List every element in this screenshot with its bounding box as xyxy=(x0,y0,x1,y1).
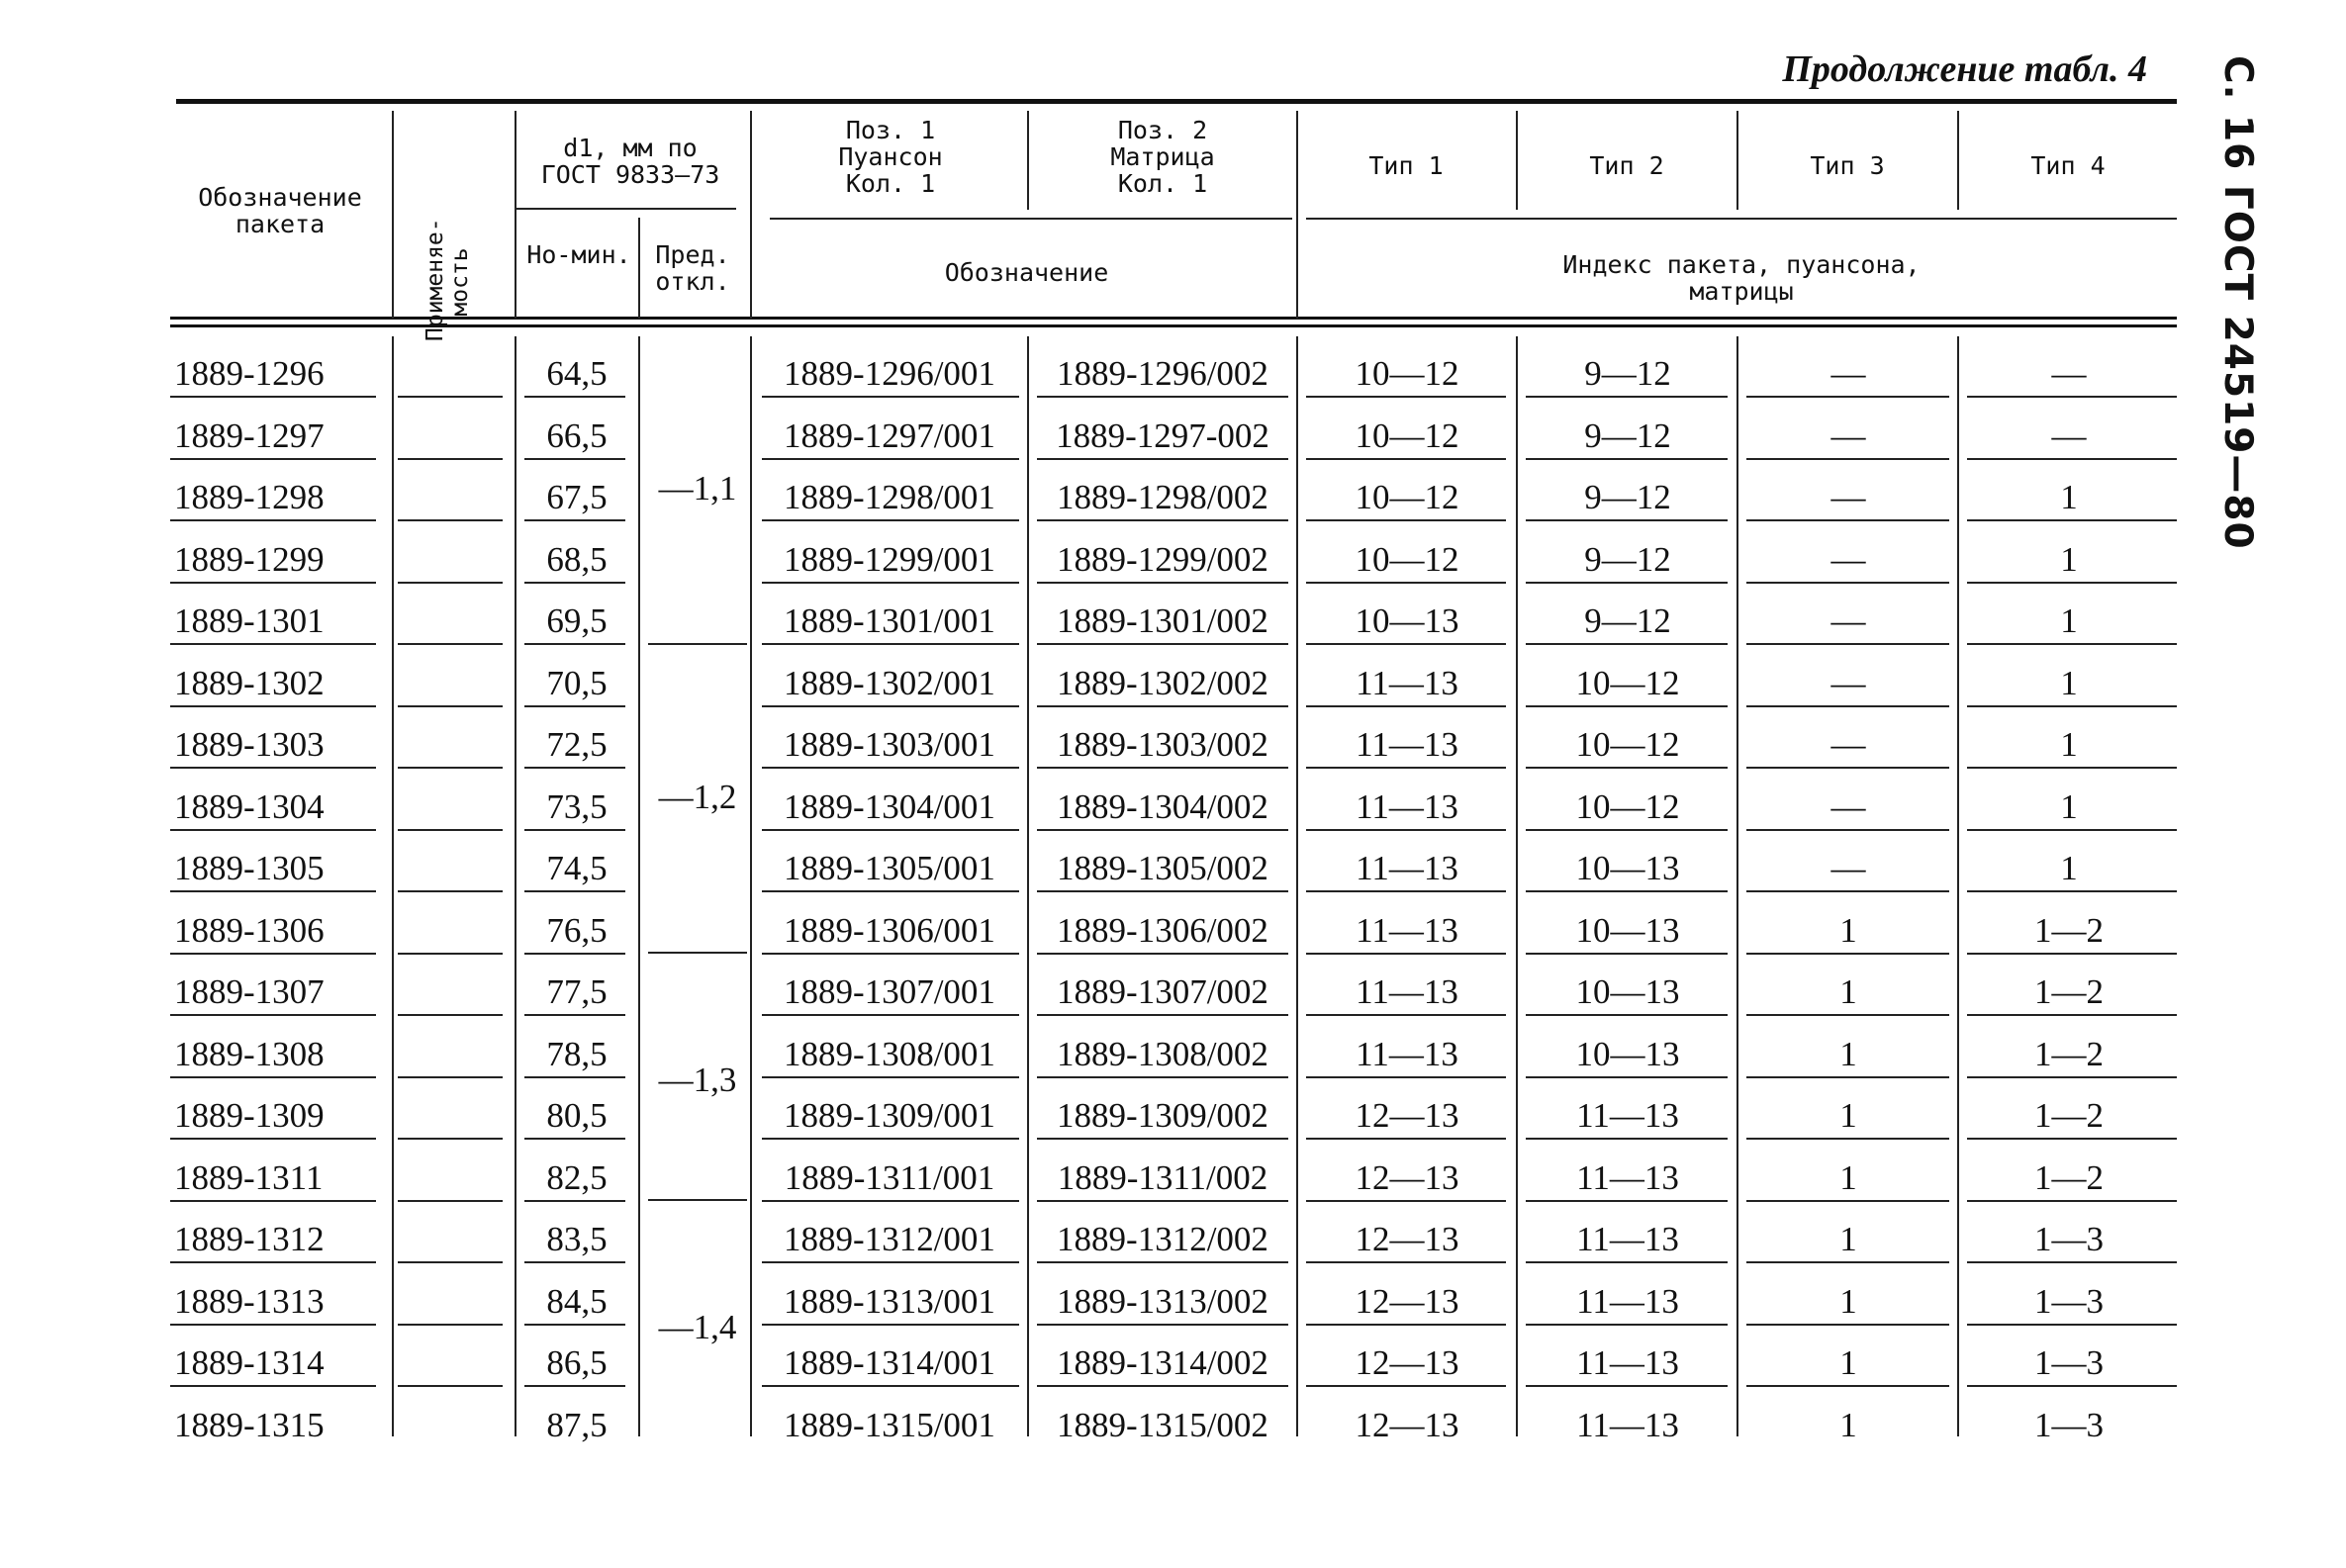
package-designation: 1889-1303 xyxy=(174,725,325,764)
header-d1-title-2: ГОСТ 9833—73 xyxy=(540,160,720,189)
die-designation: 1889-1301/002 xyxy=(1057,601,1268,640)
package-designation: 1889-1296 xyxy=(174,354,325,393)
type4-index: — xyxy=(2051,415,2087,455)
type1-index: 11—13 xyxy=(1356,910,1458,950)
nominal-diameter: 77,5 xyxy=(546,972,608,1011)
header-pos1-line3: Кол. 1 xyxy=(845,169,936,198)
nominal-diameter: 69,5 xyxy=(546,601,608,640)
nominal-diameter: 67,5 xyxy=(546,478,608,516)
type3-index: 1 xyxy=(1839,1220,1857,1258)
applicability-cell xyxy=(396,646,513,707)
type2-index: 10—13 xyxy=(1575,910,1680,950)
type4-index: 1—2 xyxy=(2034,1034,2104,1073)
die-designation: 1889-1296/002 xyxy=(1057,354,1268,393)
type3-index: — xyxy=(1830,725,1866,764)
type1-index: 11—13 xyxy=(1356,663,1458,702)
type2-index: 11—13 xyxy=(1576,1096,1679,1135)
header-divider xyxy=(392,111,394,319)
header-designation: Обозначение пакета xyxy=(198,183,362,238)
nominal-diameter: 83,5 xyxy=(546,1220,608,1258)
type3-index: — xyxy=(1830,663,1866,702)
header-divider xyxy=(638,218,640,319)
deviation-group-value: —1,4 xyxy=(658,1308,737,1346)
nominal-diameter: 80,5 xyxy=(546,1096,608,1135)
punch-designation: 1889-1311/001 xyxy=(784,1157,995,1197)
die-designation: 1889-1312/002 xyxy=(1057,1220,1268,1258)
table-row xyxy=(0,646,2346,707)
die-designation: 1889-1307/002 xyxy=(1057,972,1268,1011)
table-row xyxy=(0,1202,2346,1263)
punch-designation: 1889-1304/001 xyxy=(784,786,995,826)
table-row xyxy=(0,831,2346,892)
side-page-label: С. 16 ГОСТ 24519—80 xyxy=(2215,55,2260,550)
applicability-cell xyxy=(396,1078,513,1140)
type4-index: 1 xyxy=(2060,663,2078,702)
die-designation: 1889-1314/002 xyxy=(1057,1343,1268,1382)
type2-index: 11—13 xyxy=(1576,1343,1679,1382)
die-designation: 1889-1313/002 xyxy=(1057,1281,1268,1321)
header-designation-sub: Обозначение xyxy=(944,258,1109,287)
deviation-group-value: —1,1 xyxy=(658,469,737,507)
deviation-group-value: —1,3 xyxy=(658,1061,737,1099)
type1-index: 12—13 xyxy=(1355,1405,1459,1444)
applicability-cell xyxy=(396,584,513,645)
type4-index: — xyxy=(2051,354,2087,393)
type3-index: — xyxy=(1830,601,1866,640)
package-designation: 1889-1311 xyxy=(174,1157,324,1197)
package-designation: 1889-1308 xyxy=(174,1034,325,1073)
die-designation: 1889-1305/002 xyxy=(1057,849,1268,887)
header-divider xyxy=(1296,111,1298,319)
header-subrule xyxy=(516,208,736,210)
table-top-rule xyxy=(176,99,2177,104)
continuation-title: Продолжение табл. 4 xyxy=(1782,48,2147,90)
applicability-cell xyxy=(396,1017,513,1078)
table-row xyxy=(0,460,2346,521)
type2-index: 9—12 xyxy=(1584,601,1671,640)
header-pos2-line2: Матрица xyxy=(1110,142,1215,171)
type3-index: 1 xyxy=(1839,1096,1857,1135)
type4-index: 1—3 xyxy=(2034,1220,2104,1258)
punch-designation: 1889-1306/001 xyxy=(784,910,995,950)
die-designation: 1889-1315/002 xyxy=(1057,1405,1268,1444)
type3-index: — xyxy=(1830,539,1866,579)
punch-designation: 1889-1303/001 xyxy=(784,725,995,764)
applicability-cell xyxy=(396,893,513,955)
applicability-cell xyxy=(396,1326,513,1387)
type2-index: 9—12 xyxy=(1584,415,1671,455)
header-nominal: Но-мин. xyxy=(526,240,631,269)
package-designation: 1889-1301 xyxy=(174,601,325,640)
type2-index: 9—12 xyxy=(1584,478,1671,516)
type4-index: 1 xyxy=(2060,478,2078,516)
header-pos2-line1: Поз. 2 xyxy=(1117,116,1208,144)
header-divider xyxy=(1027,111,1029,210)
header-deviation: Пред. откл. xyxy=(655,240,730,296)
punch-designation: 1889-1313/001 xyxy=(784,1281,995,1321)
type3-index: — xyxy=(1830,478,1866,516)
type1-index: 12—13 xyxy=(1355,1157,1459,1197)
applicability-cell xyxy=(396,770,513,831)
punch-designation: 1889-1309/001 xyxy=(784,1096,995,1135)
package-designation: 1889-1313 xyxy=(174,1281,325,1321)
type2-index: 10—12 xyxy=(1575,786,1680,826)
header-pos1-line2: Пуансон xyxy=(838,142,943,171)
die-designation: 1889-1304/002 xyxy=(1057,786,1268,826)
punch-designation: 1889-1312/001 xyxy=(784,1220,995,1258)
applicability-cell xyxy=(396,1202,513,1263)
nominal-diameter: 68,5 xyxy=(546,539,608,579)
nominal-diameter: 84,5 xyxy=(546,1281,608,1321)
type4-index: 1 xyxy=(2060,725,2078,764)
package-designation: 1889-1298 xyxy=(174,478,325,516)
nominal-diameter: 74,5 xyxy=(546,849,608,887)
type2-index: 10—13 xyxy=(1575,972,1680,1011)
type4-index: 1—3 xyxy=(2034,1405,2104,1444)
table-row xyxy=(0,770,2346,831)
type4-index: 1 xyxy=(2060,786,2078,826)
type4-index: 1 xyxy=(2060,849,2078,887)
punch-designation: 1889-1297/001 xyxy=(784,415,995,455)
nominal-diameter: 82,5 xyxy=(546,1157,608,1197)
type3-index: — xyxy=(1830,354,1866,393)
nominal-diameter: 78,5 xyxy=(546,1034,608,1073)
package-designation: 1889-1297 xyxy=(174,415,325,455)
die-designation: 1889-1302/002 xyxy=(1057,663,1268,702)
type2-index: 9—12 xyxy=(1584,539,1671,579)
die-designation: 1889-1299/002 xyxy=(1057,539,1268,579)
type2-index: 10—12 xyxy=(1575,725,1680,764)
nominal-diameter: 86,5 xyxy=(546,1343,608,1382)
punch-designation: 1889-1308/001 xyxy=(784,1034,995,1073)
type1-index: 12—13 xyxy=(1355,1281,1459,1321)
die-designation: 1889-1298/002 xyxy=(1057,478,1268,516)
table-row xyxy=(0,1141,2346,1202)
header-index-line2: матрицы xyxy=(1689,277,1794,306)
header-divider xyxy=(750,111,752,319)
applicability-cell xyxy=(396,831,513,892)
type1-index: 10—12 xyxy=(1355,415,1459,455)
type2-index: 10—13 xyxy=(1575,849,1680,887)
table-row xyxy=(0,1326,2346,1387)
type2-index: 10—13 xyxy=(1575,1034,1680,1073)
package-designation: 1889-1304 xyxy=(174,786,325,826)
applicability-cell xyxy=(396,1141,513,1202)
type1-index: 12—13 xyxy=(1355,1096,1459,1135)
header-type3: Тип 3 xyxy=(1810,151,1885,180)
nominal-diameter: 87,5 xyxy=(546,1405,608,1444)
package-designation: 1889-1299 xyxy=(174,539,325,579)
header-type1: Тип 1 xyxy=(1368,151,1444,180)
applicability-cell xyxy=(396,399,513,460)
package-designation: 1889-1315 xyxy=(174,1405,325,1444)
package-designation: 1889-1314 xyxy=(174,1343,325,1382)
punch-designation: 1889-1315/001 xyxy=(784,1405,995,1444)
type1-index: 11—13 xyxy=(1356,786,1458,826)
type4-index: 1—2 xyxy=(2034,1096,2104,1135)
nominal-diameter: 73,5 xyxy=(546,786,608,826)
table-row xyxy=(0,955,2346,1016)
type2-index: 11—13 xyxy=(1576,1220,1679,1258)
type1-index: 11—13 xyxy=(1356,849,1458,887)
type1-index: 11—13 xyxy=(1356,972,1458,1011)
punch-designation: 1889-1301/001 xyxy=(784,601,995,640)
applicability-cell xyxy=(396,1388,513,1449)
applicability-cell xyxy=(396,707,513,769)
deviation-group-value: —1,2 xyxy=(658,778,737,816)
applicability-cell xyxy=(396,955,513,1016)
type1-index: 11—13 xyxy=(1356,1034,1458,1073)
header-type4: Тип 4 xyxy=(2030,151,2106,180)
nominal-diameter: 70,5 xyxy=(546,663,608,702)
type4-index: 1—3 xyxy=(2034,1343,2104,1382)
package-designation: 1889-1307 xyxy=(174,972,325,1011)
table-row xyxy=(0,1017,2346,1078)
type3-index: — xyxy=(1830,415,1866,455)
type2-index: 10—12 xyxy=(1575,663,1680,702)
type1-index: 12—13 xyxy=(1355,1220,1459,1258)
table-row xyxy=(0,522,2346,584)
type3-index: 1 xyxy=(1839,972,1857,1011)
type4-index: 1—3 xyxy=(2034,1281,2104,1321)
type1-index: 10—13 xyxy=(1355,601,1459,640)
type3-index: 1 xyxy=(1839,1343,1857,1382)
header-subrule xyxy=(770,218,1292,220)
type3-index: 1 xyxy=(1839,1405,1857,1444)
type2-index: 11—13 xyxy=(1576,1281,1679,1321)
die-designation: 1889-1311/002 xyxy=(1057,1157,1268,1197)
type4-index: 1—2 xyxy=(2034,972,2104,1011)
punch-designation: 1889-1296/001 xyxy=(784,354,995,393)
punch-designation: 1889-1299/001 xyxy=(784,539,995,579)
nominal-diameter: 72,5 xyxy=(546,725,608,764)
punch-designation: 1889-1307/001 xyxy=(784,972,995,1011)
type3-index: 1 xyxy=(1839,1034,1857,1073)
table-row xyxy=(0,584,2346,645)
applicability-cell xyxy=(396,522,513,584)
type4-index: 1 xyxy=(2060,601,2078,640)
type2-index: 9—12 xyxy=(1584,354,1671,393)
die-designation: 1889-1297-002 xyxy=(1056,415,1269,455)
table-row xyxy=(0,893,2346,955)
applicability-cell xyxy=(396,460,513,521)
punch-designation: 1889-1314/001 xyxy=(784,1343,995,1382)
type1-index: 10—12 xyxy=(1355,539,1459,579)
nominal-diameter: 66,5 xyxy=(546,415,608,455)
punch-designation: 1889-1298/001 xyxy=(784,478,995,516)
punch-designation: 1889-1305/001 xyxy=(784,849,995,887)
type3-index: — xyxy=(1830,849,1866,887)
package-designation: 1889-1305 xyxy=(174,849,325,887)
type2-index: 11—13 xyxy=(1576,1405,1679,1444)
table-row xyxy=(0,1078,2346,1140)
type3-index: 1 xyxy=(1839,1281,1857,1321)
package-designation: 1889-1302 xyxy=(174,663,325,702)
type4-index: 1—2 xyxy=(2034,910,2104,950)
die-designation: 1889-1309/002 xyxy=(1057,1096,1268,1135)
punch-designation: 1889-1302/001 xyxy=(784,663,995,702)
table-row xyxy=(0,1388,2346,1449)
package-designation: 1889-1312 xyxy=(174,1220,325,1258)
applicability-cell xyxy=(396,336,513,398)
header-applicability: Применяе-мость xyxy=(422,218,473,341)
type4-index: 1 xyxy=(2060,539,2078,579)
header-pos1-line1: Поз. 1 xyxy=(845,116,936,144)
type1-index: 11—13 xyxy=(1356,725,1458,764)
package-designation: 1889-1306 xyxy=(174,910,325,950)
type4-index: 1—2 xyxy=(2034,1157,2104,1197)
header-pos2-line3: Кол. 1 xyxy=(1117,169,1208,198)
table-row xyxy=(0,707,2346,769)
type1-index: 10—12 xyxy=(1355,354,1459,393)
table-row xyxy=(0,399,2346,460)
type1-index: 10—12 xyxy=(1355,478,1459,516)
die-designation: 1889-1303/002 xyxy=(1057,725,1268,764)
header-type2: Тип 2 xyxy=(1589,151,1664,180)
nominal-diameter: 76,5 xyxy=(546,910,608,950)
type3-index: 1 xyxy=(1839,910,1857,950)
die-designation: 1889-1308/002 xyxy=(1057,1034,1268,1073)
type2-index: 11—13 xyxy=(1576,1157,1679,1197)
header-subrule xyxy=(1306,218,2177,220)
type1-index: 12—13 xyxy=(1355,1343,1459,1382)
die-designation: 1889-1306/002 xyxy=(1057,910,1268,950)
nominal-diameter: 64,5 xyxy=(546,354,608,393)
type3-index: 1 xyxy=(1839,1157,1857,1197)
package-designation: 1889-1309 xyxy=(174,1096,325,1135)
header-d1-title-1: d1, мм по xyxy=(563,134,698,162)
table-row xyxy=(0,1264,2346,1326)
applicability-cell xyxy=(396,1264,513,1326)
type3-index: — xyxy=(1830,786,1866,826)
header-index-line1: Индекс пакета, пуансона, xyxy=(1562,250,1921,279)
table-row xyxy=(0,336,2346,398)
